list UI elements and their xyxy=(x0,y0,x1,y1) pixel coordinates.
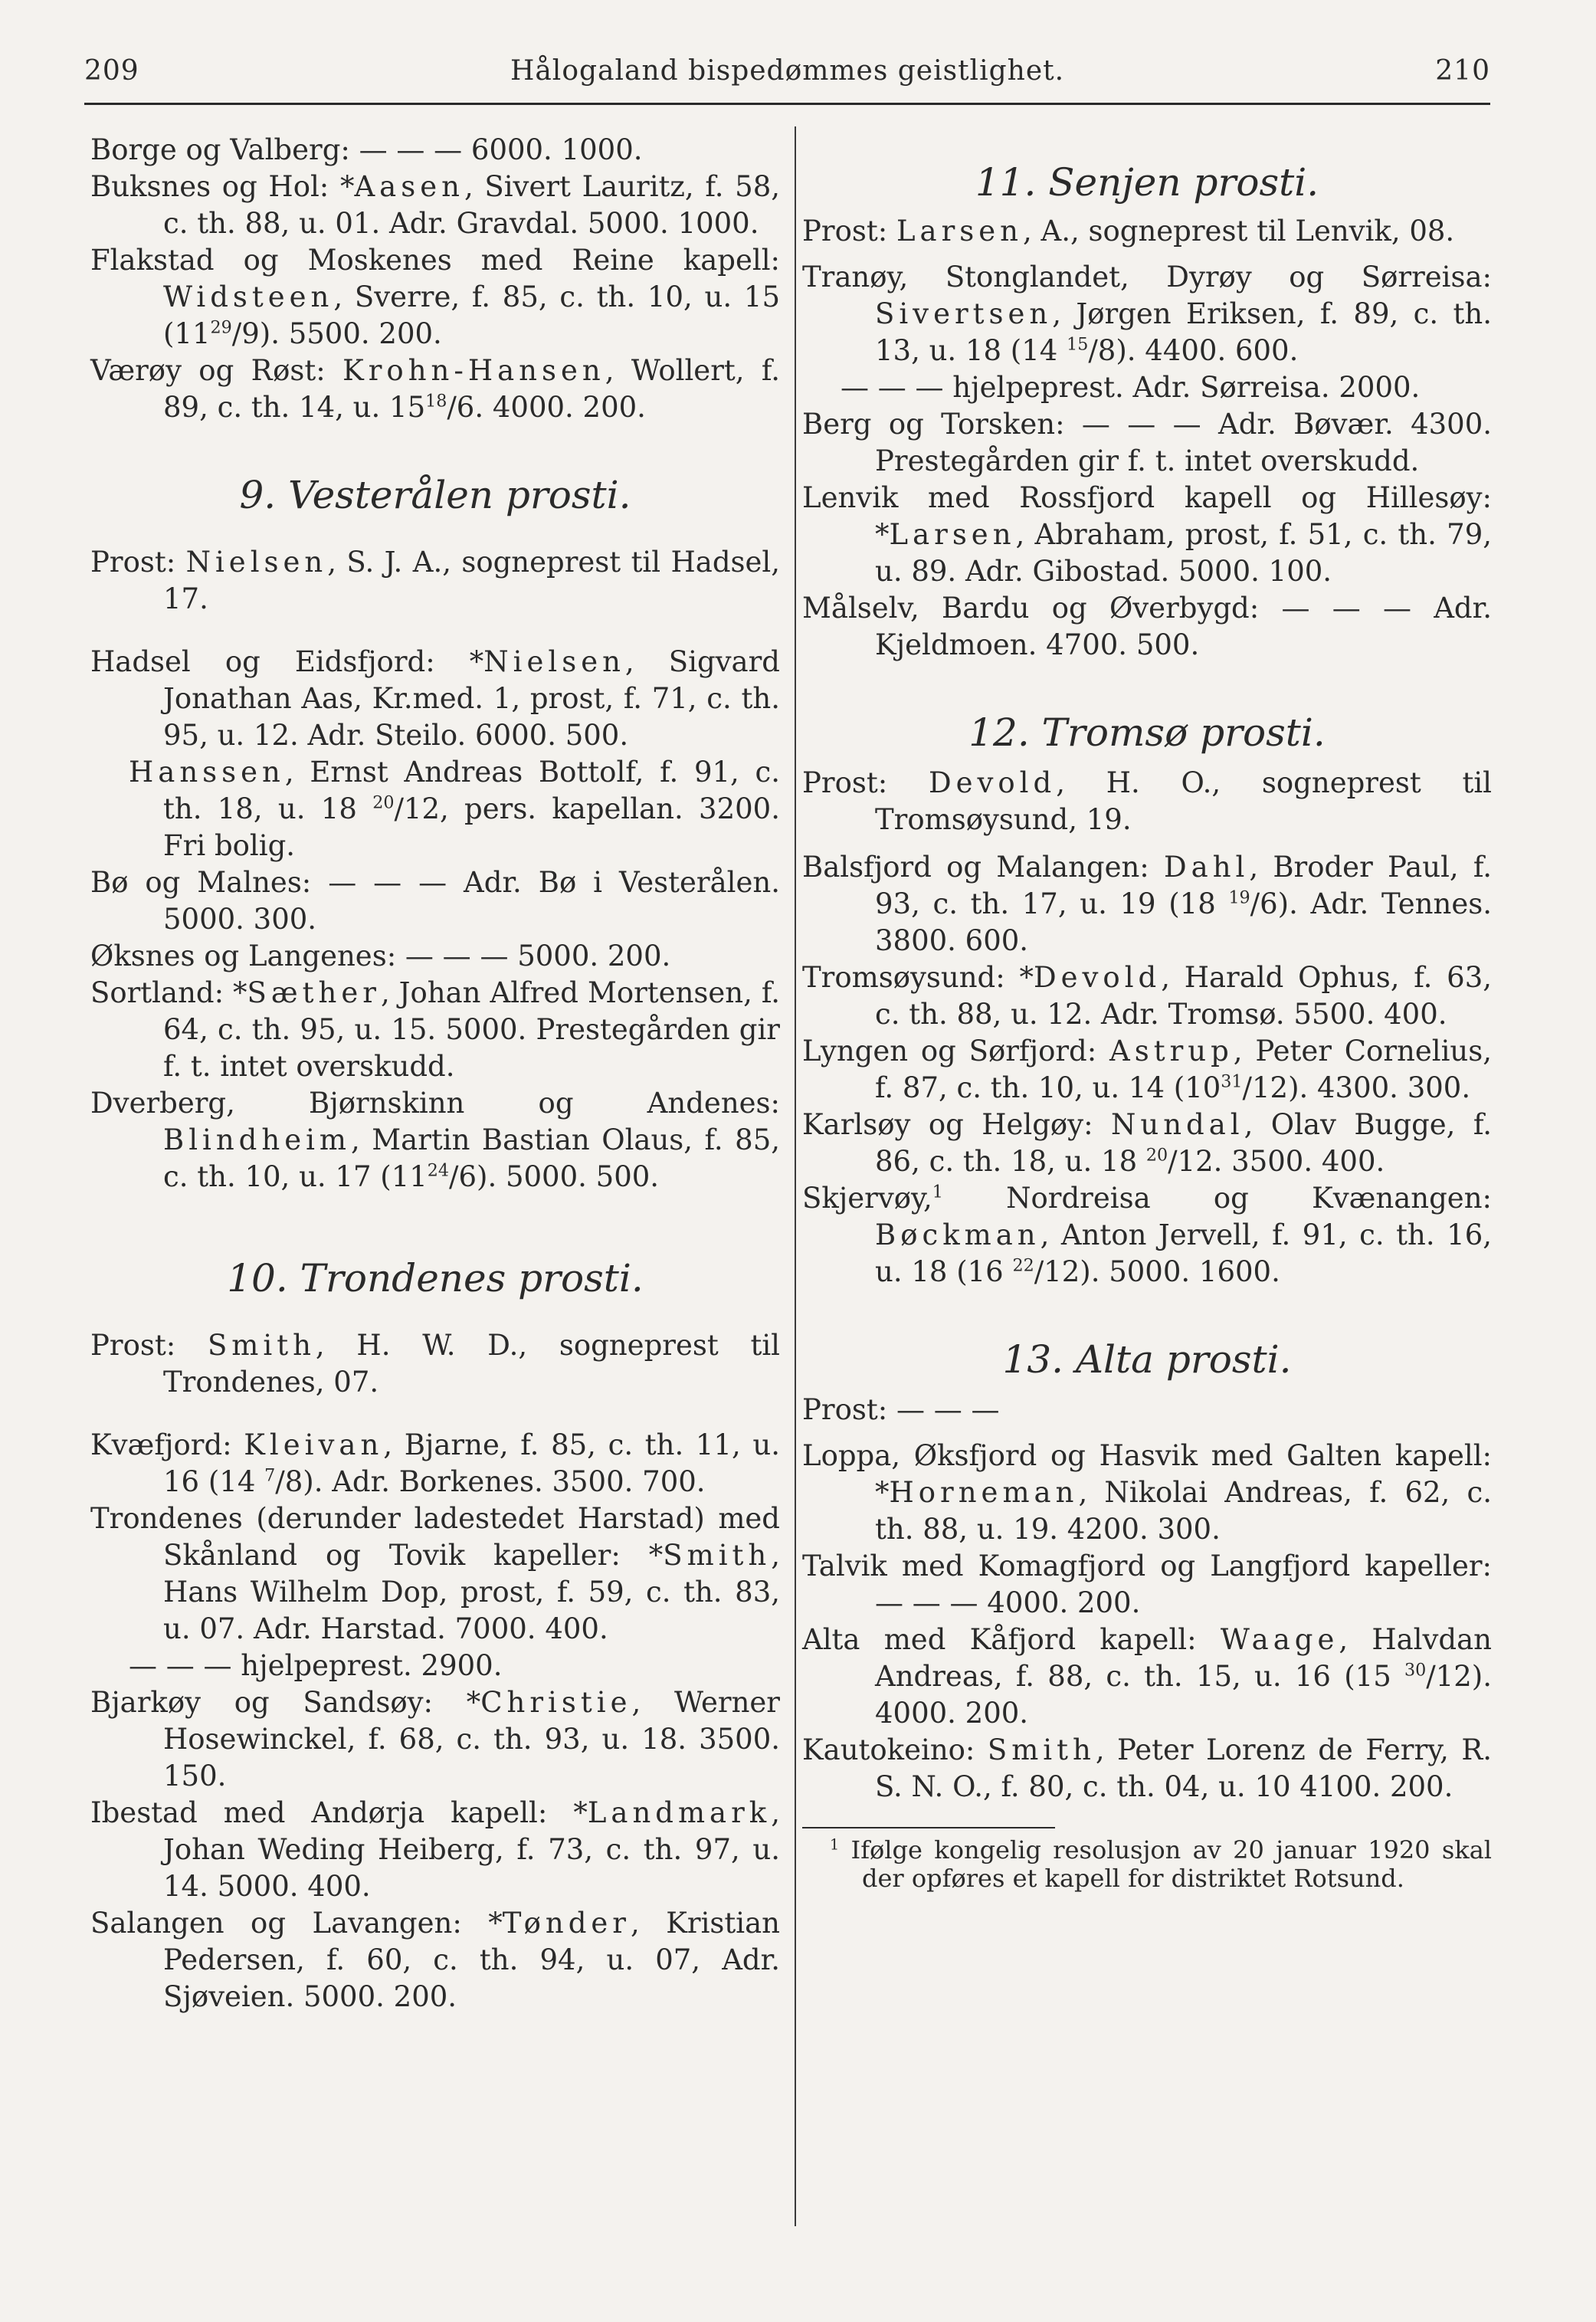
entry-hjelpeprest-sorreisa: — — — hjelpeprest. Adr. Sørreisa. 2000. xyxy=(841,371,1421,404)
footnote: $^1$ Ifølge kongelig resolusjon av 20 januar 1920 skal der opføres et kapell for distriktet Rotsund. xyxy=(830,1835,1492,1893)
provost-13: Prost: — — — xyxy=(802,1393,1000,1426)
entry-vaeroy: Værøy og Røst: Krohn-Hansen, Wollert, f. 89, c. th. 14, u. $15^{18}/6$. 4000. 200. xyxy=(90,354,780,424)
header-rule xyxy=(84,103,1490,105)
entry-dverberg: Dverberg, Bjørnskinn og Andenes: Blindheim, Martin Bastian Olaus, f. 85, c. th. 10, u. 17 $(11^{24}/6)$. 5000. 500. xyxy=(90,1087,780,1193)
footnote-ref: 1 xyxy=(932,1182,943,1202)
entry-tromsoysund: Tromsøysund: *Devold, Harald Ophus, f. 63, c. th. 88, u. 12. Adr. Tromsø. 5500. 400. xyxy=(802,961,1492,1031)
entry-buksnes: Buksnes og Hol: *Aasen, Sivert Lauritz, f. 58, c. th. 88, u. 01. Adr. Gravdal. 5000. 1000. xyxy=(90,170,780,240)
entry-kvaefjord: Kvæfjord: Kleivan, Bjarne, f. 85, c. th. 11, u. 16 (14 $^7$/8). Adr. Borkenes. 3500. 700. xyxy=(90,1428,780,1498)
entry-talvik: Talvik med Komagfjord og Langfjord kapeller: — — — 4000. 200. xyxy=(802,1550,1492,1619)
left-column xyxy=(90,132,780,2015)
entry-hanssen: Hanssen, Ernst Andreas Bottolf, f. 91, c. th. 18, u. 18 $^{20}$/12, pers. kapellan. 3200. Fri bolig. xyxy=(129,756,780,862)
page-number-right: 210 xyxy=(1435,55,1490,87)
entry-trondenes: Trondenes (derunder ladestedet Harstad) med Skånland og Tovik kapeller: *Smith, Hans Wilhelm Dop, prost, f. 59, c. th. 83, u. 07. Adr. Harstad. 7000. 400. xyxy=(90,1502,780,1645)
entry-oksnes: Øksnes og Langenes: — — — 5000. 200. xyxy=(90,940,671,972)
entry-bo: Bø og Malnes: — — — Adr. Bø i Vesterålen. 5000. 300. xyxy=(90,866,780,936)
entry-borge: Borge og Valberg: — — — 6000. 1000. xyxy=(90,133,643,166)
section-heading-10: 10. Trondenes prosti. xyxy=(227,1256,644,1300)
right-column xyxy=(802,159,1492,1893)
column-divider xyxy=(795,126,796,2226)
footnote-rule xyxy=(802,1827,1055,1828)
provost-9: Prost: Nielsen, S. J. A., sogneprest til Hadsel, 17. xyxy=(90,546,780,615)
entry-ibestad: Ibestad med Andørja kapell: *Landmark, Johan Weding Heiberg, f. 73, c. th. 97, u. 14. 5000. 400. xyxy=(90,1796,780,1903)
section-heading-13: 13. Alta prosti. xyxy=(1002,1337,1292,1382)
running-header xyxy=(84,55,1490,97)
section-heading-11: 11. Senjen prosti. xyxy=(975,160,1319,205)
entry-alta: Alta med Kåfjord kapell: Waage, Halvdan Andreas, f. 88, c. th. 15, u. 16 (15 $^{30}$/12). 4000. 200. xyxy=(802,1623,1492,1730)
entry-malselv: Målselv, Bardu og Øverbygd: — — — Adr. Kjeldmoen. 4700. 500. xyxy=(802,592,1492,661)
entry-sortland: Sortland: *Sæther, Johan Alfred Mortensen, f. 64, c. th. 95, u. 15. 5000. Prestegården gir f. t. intet overskudd. xyxy=(90,976,780,1083)
entry-lenvik: Lenvik med Rossfjord kapell og Hillesøy: *Larsen, Abraham, prost, f. 51, c. th. 79, u. 89. Adr. Gibostad. 5000. 100. xyxy=(802,481,1492,588)
entry-berg: Berg og Torsken: — — — Adr. Bøvær. 4300. Prestegården gir f. t. intet overskudd. xyxy=(802,408,1492,477)
entry-hadsel: Hadsel og Eidsfjord: *Nielsen, Sigvard Jonathan Aas, Kr.med. 1, prost, f. 71, c. th. 95, u. 12. Adr. Steilo. 6000. 500. xyxy=(90,645,780,752)
page-number-left: 209 xyxy=(84,55,139,87)
provost-12: Prost: Devold, H. O., sogneprest til Tromsøysund, 19. xyxy=(802,766,1492,836)
entry-karlsoy: Karlsøy og Helgøy: Nundal, Olav Bugge, f. 86, c. th. 18, u. 18 $^{20}$/12. 3500. 400. xyxy=(802,1108,1492,1178)
entry-bjarkoy: Bjarkøy og Sandsøy: *Christie, Werner Hosewinckel, f. 68, c. th. 93, u. 18. 3500. 150. xyxy=(90,1686,780,1792)
entry-tranoy: Tranøy, Stonglandet, Dyrøy og Sørreisa: Sivertsen, Jørgen Eriksen, f. 89, c. th. 13, u. 18 (14 $^{15}$/8). 4400. 600. xyxy=(802,261,1492,367)
running-title: Hålogaland bispedømmes geistlighet. xyxy=(510,55,1065,87)
entry-salangen: Salangen og Lavangen: *Tønder, Kristian Pedersen, f. 60, c. th. 94, u. 07, Adr. Sjøveien. 5000. 200. xyxy=(90,1907,780,2013)
entry-kautokeino: Kautokeino: Smith, Peter Lorenz de Ferry, R. S. N. O., f. 80, c. th. 04, u. 10 4100. 200. xyxy=(802,1733,1492,1803)
section-heading-9: 9. Vesterålen prosti. xyxy=(239,473,631,517)
entry-flakstad: Flakstad og Moskenes med Reine kapell: Widsteen, Sverre, f. 85, c. th. 10, u. 15 $(11^{29}/9)$. 5500. 200. xyxy=(90,244,780,350)
entry-lyngen: Lyngen og Sørfjord: Astrup, Peter Cornelius, f. 87, c. th. 10, u. 14 $(10^{31}/12)$. 4300. 300. xyxy=(802,1035,1492,1104)
provost-10: Prost: Smith, H. W. D., sogneprest til Trondenes, 07. xyxy=(90,1329,780,1399)
entry-hjelpeprest-trondenes: — — — hjelpeprest. 2900. xyxy=(129,1649,503,1682)
entry-loppa: Loppa, Øksfjord og Hasvik med Galten kapell: *Horneman, Nikolai Andreas, f. 62, c. th. 88, u. 19. 4200. 300. xyxy=(802,1439,1492,1546)
entry-skjervoy: Skjervøy,$^1$ Nordreisa og Kvænangen: Bøckman, Anton Jervell, f. 91, c. th. 16, u. 18 (16 $^{22}$/12). 5000. 1600. xyxy=(802,1182,1492,1288)
entry-balsfjord: Balsfjord og Malangen: Dahl, Broder Paul, f. 93, c. th. 17, u. 19 (18 $^{19}$/6). Adr. Tennes. 3800. 600. xyxy=(802,851,1492,957)
provost-11: Prost: Larsen, A., sogneprest til Lenvik, 08. xyxy=(802,215,1455,248)
section-heading-12: 12. Tromsø prosti. xyxy=(968,710,1326,755)
